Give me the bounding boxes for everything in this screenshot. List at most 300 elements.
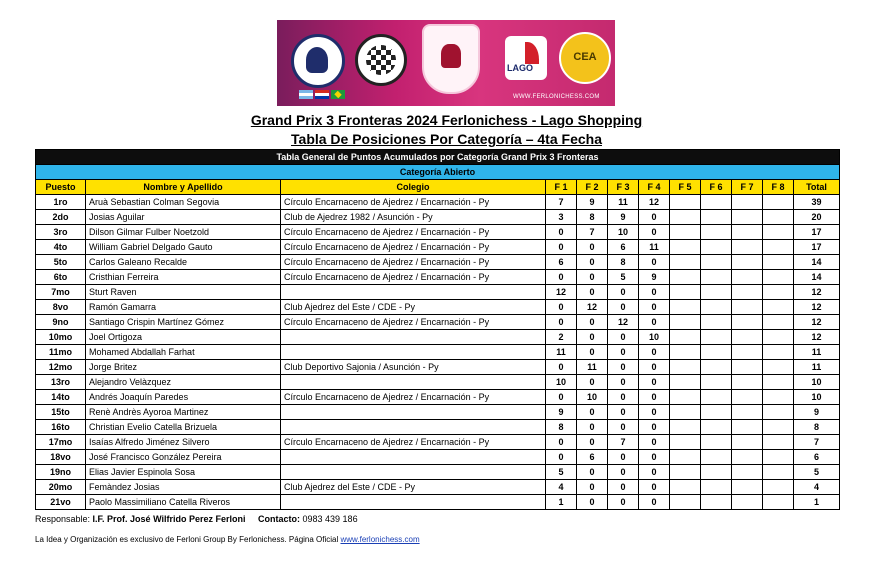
total-cell: 17 — [794, 225, 840, 240]
puesto-cell: 12mo — [36, 360, 86, 375]
fecha-cell — [670, 225, 701, 240]
puesto-cell: 3ro — [36, 225, 86, 240]
fecha-cell: 0 — [639, 210, 670, 225]
fecha-cell — [763, 405, 794, 420]
fecha-cell — [763, 315, 794, 330]
fecha-cell: 3 — [546, 210, 577, 225]
fecha-cell: 0 — [639, 300, 670, 315]
puesto-cell: 19no — [36, 465, 86, 480]
total-cell: 10 — [794, 390, 840, 405]
total-cell: 7 — [794, 435, 840, 450]
fecha-cell — [763, 225, 794, 240]
puesto-cell: 21vo — [36, 495, 86, 510]
fecha-cell: 0 — [608, 405, 639, 420]
fecha-cell — [732, 195, 763, 210]
puesto-cell: 6to — [36, 270, 86, 285]
fecha-cell: 9 — [577, 195, 608, 210]
total-cell: 8 — [794, 420, 840, 435]
fecha-cell — [732, 480, 763, 495]
puesto-cell: 13ro — [36, 375, 86, 390]
fecha-cell: 0 — [608, 375, 639, 390]
fecha-cell: 10 — [546, 375, 577, 390]
fecha-cell: 9 — [608, 210, 639, 225]
nombre-cell: Cristhian Ferreira — [86, 270, 281, 285]
fecha-cell — [732, 285, 763, 300]
total-cell: 14 — [794, 255, 840, 270]
fecha-cell — [701, 360, 732, 375]
total-cell: 12 — [794, 285, 840, 300]
fecha-cell: 0 — [639, 405, 670, 420]
fecha-cell: 6 — [608, 240, 639, 255]
fecha-cell: 7 — [546, 195, 577, 210]
fecha-cell: 0 — [577, 270, 608, 285]
puesto-cell: 17mo — [36, 435, 86, 450]
category-title: Categoría Abierto — [36, 165, 840, 180]
colegio-cell — [281, 345, 546, 360]
table-row — [36, 435, 840, 450]
fecha-cell: 0 — [639, 435, 670, 450]
puesto-cell: 11mo — [36, 345, 86, 360]
total-cell: 5 — [794, 465, 840, 480]
colegio-cell: Club de Ajedrez 1982 / Asunción - Py — [281, 210, 546, 225]
puesto-cell: 1ro — [36, 195, 86, 210]
column-header-row — [36, 180, 840, 195]
fecha-cell — [670, 480, 701, 495]
fecha-cell — [732, 345, 763, 360]
puesto-cell: 10mo — [36, 330, 86, 345]
table-row — [36, 465, 840, 480]
table-banner-title: Tabla General de Puntos Acumulados por Categoría Grand Prix 3 Fronteras — [36, 150, 840, 165]
fecha-cell — [701, 240, 732, 255]
fecha-cell: 0 — [608, 285, 639, 300]
idea-line — [35, 535, 420, 544]
fecha-cell: 0 — [577, 240, 608, 255]
fecha-cell — [763, 390, 794, 405]
fecha-cell: 8 — [546, 420, 577, 435]
fecha-cell — [701, 435, 732, 450]
fecha-cell — [732, 210, 763, 225]
fecha-cell — [732, 255, 763, 270]
table-row — [36, 390, 840, 405]
table-row — [36, 405, 840, 420]
fecha-cell — [763, 195, 794, 210]
chessboard-icon — [366, 45, 396, 75]
fecha-cell: 0 — [577, 435, 608, 450]
total-cell: 12 — [794, 300, 840, 315]
column-header: Colegio — [281, 180, 546, 195]
colegio-cell: Club Ajedrez del Este / CDE - Py — [281, 300, 546, 315]
fecha-cell — [732, 450, 763, 465]
fecha-cell — [732, 465, 763, 480]
colegio-cell: Círculo Encarnaceno de Ajedrez / Encarnación - Py — [281, 195, 546, 210]
fecha-cell: 0 — [639, 285, 670, 300]
fecha-cell: 11 — [546, 345, 577, 360]
column-header: Puesto — [36, 180, 86, 195]
column-header: F 8 — [763, 180, 794, 195]
fecha-cell — [670, 495, 701, 510]
fecha-cell: 0 — [546, 390, 577, 405]
fecha-cell: 0 — [577, 315, 608, 330]
fecha-cell: 0 — [577, 345, 608, 360]
fecha-cell: 0 — [608, 390, 639, 405]
fecha-cell: 12 — [577, 300, 608, 315]
colegio-cell — [281, 405, 546, 420]
table-row — [36, 480, 840, 495]
table-row — [36, 210, 840, 225]
nombre-cell: William Gabriel Delgado Gauto — [86, 240, 281, 255]
fecha-cell: 0 — [608, 465, 639, 480]
total-cell: 20 — [794, 210, 840, 225]
fecha-cell — [701, 390, 732, 405]
fecha-cell: 0 — [608, 480, 639, 495]
total-cell: 4 — [794, 480, 840, 495]
fecha-cell: 9 — [639, 270, 670, 285]
colegio-cell — [281, 450, 546, 465]
total-cell: 12 — [794, 330, 840, 345]
fecha-cell — [732, 315, 763, 330]
table-row — [36, 360, 840, 375]
fecha-cell: 0 — [546, 450, 577, 465]
fecha-cell — [732, 270, 763, 285]
nombre-cell: Ramón Gamarra — [86, 300, 281, 315]
puesto-cell: 20mo — [36, 480, 86, 495]
colegio-cell — [281, 330, 546, 345]
colegio-cell: Club Ajedrez del Este / CDE - Py — [281, 480, 546, 495]
fecha-cell — [732, 375, 763, 390]
fecha-cell: 0 — [639, 255, 670, 270]
sail-icon — [525, 42, 539, 64]
fecha-cell — [670, 420, 701, 435]
table-row — [36, 450, 840, 465]
fecha-cell: 2 — [546, 330, 577, 345]
fecha-cell: 10 — [608, 225, 639, 240]
fecha-cell: 0 — [577, 330, 608, 345]
fecha-cell: 0 — [546, 315, 577, 330]
fecha-cell — [701, 375, 732, 390]
table-row — [36, 240, 840, 255]
cea-logo-text: CEA — [573, 51, 597, 63]
nombre-cell: Femàndez Josias — [86, 480, 281, 495]
nombre-cell: Santiago Crispin Martínez Gómez — [86, 315, 281, 330]
fecha-cell: 11 — [639, 240, 670, 255]
column-header: Total — [794, 180, 840, 195]
fecha-cell: 8 — [577, 210, 608, 225]
fecha-cell — [732, 300, 763, 315]
fecha-cell: 5 — [608, 270, 639, 285]
fecha-cell — [670, 360, 701, 375]
column-header: F 6 — [701, 180, 732, 195]
colegio-cell: Círculo Encarnaceno de Ajedrez / Encarnación - Py — [281, 390, 546, 405]
table-row — [36, 330, 840, 345]
fecha-cell: 0 — [639, 315, 670, 330]
fecha-cell — [763, 420, 794, 435]
fecha-cell: 0 — [608, 330, 639, 345]
fecha-cell — [670, 330, 701, 345]
nombre-cell: Paolo Massimiliano Catella Riveros — [86, 495, 281, 510]
fecha-cell — [670, 315, 701, 330]
event-banner — [277, 20, 615, 106]
fecha-cell — [701, 255, 732, 270]
fecha-cell: 0 — [546, 360, 577, 375]
crown-icon — [441, 44, 461, 68]
lago-shopping-logo — [505, 36, 547, 80]
fecha-cell — [701, 345, 732, 360]
puesto-cell: 4to — [36, 240, 86, 255]
fecha-cell — [763, 375, 794, 390]
puesto-cell: 2do — [36, 210, 86, 225]
fecha-cell: 9 — [546, 405, 577, 420]
fecha-cell: 0 — [577, 465, 608, 480]
fecha-cell — [763, 360, 794, 375]
responsable-label: Responsable: — [35, 514, 93, 524]
colegio-cell: Círculo Encarnaceno de Ajedrez / Encarnación - Py — [281, 225, 546, 240]
fecha-cell — [670, 270, 701, 285]
fecha-cell — [763, 255, 794, 270]
fecha-cell: 0 — [577, 375, 608, 390]
brazil-flag-icon — [331, 90, 345, 99]
fecha-cell: 0 — [639, 225, 670, 240]
fecha-cell — [763, 270, 794, 285]
fecha-cell: 0 — [639, 390, 670, 405]
colegio-cell: Círculo Encarnaceno de Ajedrez / Encarnación - Py — [281, 255, 546, 270]
fecha-cell: 0 — [639, 360, 670, 375]
paraguay-flag-icon — [315, 90, 329, 99]
table-row — [36, 495, 840, 510]
fecha-cell: 5 — [546, 465, 577, 480]
colegio-cell — [281, 285, 546, 300]
chess-piece-icon — [306, 47, 328, 73]
fecha-cell: 12 — [608, 315, 639, 330]
fecha-cell — [763, 495, 794, 510]
fecha-cell: 0 — [546, 435, 577, 450]
column-header: F 4 — [639, 180, 670, 195]
fecha-cell — [701, 270, 732, 285]
fecha-cell: 0 — [639, 465, 670, 480]
lago-logo-text: LAGO — [507, 63, 533, 73]
fecha-cell — [670, 435, 701, 450]
puesto-cell: 7mo — [36, 285, 86, 300]
fecha-cell — [732, 495, 763, 510]
table-row — [36, 285, 840, 300]
nombre-cell: Josias Aguilar — [86, 210, 281, 225]
fecha-cell: 0 — [546, 225, 577, 240]
nombre-cell: Isaías Alfredo Jiménez Silvero — [86, 435, 281, 450]
fecha-cell: 0 — [608, 345, 639, 360]
fecha-cell: 1 — [546, 495, 577, 510]
fecha-cell — [670, 195, 701, 210]
fecha-cell: 0 — [577, 420, 608, 435]
column-header: F 1 — [546, 180, 577, 195]
fecha-cell: 0 — [608, 495, 639, 510]
fecha-cell — [670, 390, 701, 405]
fecha-cell — [670, 240, 701, 255]
fecha-cell — [701, 420, 732, 435]
total-cell: 14 — [794, 270, 840, 285]
puesto-cell: 15to — [36, 405, 86, 420]
fecha-cell — [670, 465, 701, 480]
total-cell: 17 — [794, 240, 840, 255]
fecha-cell — [763, 480, 794, 495]
fecha-cell: 0 — [608, 300, 639, 315]
fecha-cell: 0 — [577, 405, 608, 420]
fecha-cell — [701, 480, 732, 495]
fecha-cell: 11 — [577, 360, 608, 375]
total-cell: 9 — [794, 405, 840, 420]
fecha-cell: 0 — [608, 450, 639, 465]
fecha-cell: 0 — [639, 420, 670, 435]
fecha-cell — [701, 495, 732, 510]
fecha-cell — [670, 255, 701, 270]
fecha-cell — [732, 360, 763, 375]
fecha-cell — [763, 300, 794, 315]
fecha-cell — [701, 225, 732, 240]
fecha-cell — [670, 210, 701, 225]
fecha-cell: 6 — [577, 450, 608, 465]
nombre-cell: José Francisco González Pereira — [86, 450, 281, 465]
fecha-cell — [763, 465, 794, 480]
table-row — [36, 255, 840, 270]
cea-logo — [559, 32, 611, 84]
fecha-cell — [732, 390, 763, 405]
fecha-cell: 10 — [639, 330, 670, 345]
fecha-cell — [670, 450, 701, 465]
page-title: Grand Prix 3 Fronteras 2024 Ferlonichess - Lago Shopping — [250, 112, 643, 128]
fecha-cell — [763, 240, 794, 255]
nombre-cell: Joel Ortigoza — [86, 330, 281, 345]
country-flags — [299, 90, 345, 99]
colegio-cell — [281, 465, 546, 480]
nombre-cell: Aruà Sebastian Colman Segovia — [86, 195, 281, 210]
total-cell: 11 — [794, 345, 840, 360]
fecha-cell — [763, 345, 794, 360]
fecha-cell: 0 — [546, 270, 577, 285]
idea-text: La Idea y Organización es exclusivo de Ferloni Group By Ferlonichess. Página Oficial — [35, 535, 341, 544]
nombre-cell: Carlos Galeano Recalde — [86, 255, 281, 270]
fecha-cell — [701, 300, 732, 315]
fecha-cell: 7 — [577, 225, 608, 240]
puesto-cell: 16to — [36, 420, 86, 435]
fecha-cell: 12 — [546, 285, 577, 300]
fecha-cell: 0 — [639, 450, 670, 465]
total-cell: 11 — [794, 360, 840, 375]
nombre-cell: Mohamed Abdallah Farhat — [86, 345, 281, 360]
nombre-cell: Jorge Britez — [86, 360, 281, 375]
nombre-cell: Elias Javier Espinola Sosa — [86, 465, 281, 480]
fecha-cell — [732, 330, 763, 345]
fecha-cell — [701, 465, 732, 480]
fecha-cell: 11 — [608, 195, 639, 210]
table-row — [36, 225, 840, 240]
fecha-cell: 10 — [577, 390, 608, 405]
column-header: F 3 — [608, 180, 639, 195]
fecha-cell — [732, 420, 763, 435]
page-subtitle: Tabla De Posiciones Por Categoría – 4ta Fecha — [291, 131, 602, 147]
colegio-cell: Club Deportivo Sajonia / Asunción - Py — [281, 360, 546, 375]
fecha-cell: 0 — [608, 360, 639, 375]
total-cell: 12 — [794, 315, 840, 330]
banner-url: WWW.FERLONICHESS.COM — [513, 94, 600, 100]
argentina-flag-icon — [299, 90, 313, 99]
fecha-cell — [763, 450, 794, 465]
column-header: F 5 — [670, 180, 701, 195]
puesto-cell: 14to — [36, 390, 86, 405]
fecha-cell: 7 — [608, 435, 639, 450]
fecha-cell — [701, 330, 732, 345]
responsable-name: I.F. Prof. José Wilfrido Perez Ferloni — [92, 514, 246, 524]
fecha-cell — [763, 210, 794, 225]
colegio-cell: Círculo Encarnaceno de Ajedrez / Encarnación - Py — [281, 315, 546, 330]
grand-prix-logo — [422, 24, 480, 94]
responsable-line — [35, 514, 358, 524]
nombre-cell: Alejandro Velàzquez — [86, 375, 281, 390]
fecha-cell: 0 — [608, 420, 639, 435]
fecha-cell — [763, 435, 794, 450]
nombre-cell: Dilson Gilmar Fulber Noetzold — [86, 225, 281, 240]
total-cell: 1 — [794, 495, 840, 510]
standings-table — [35, 149, 840, 510]
column-header: F 7 — [732, 180, 763, 195]
table-row — [36, 420, 840, 435]
fecha-cell: 0 — [546, 300, 577, 315]
nombre-cell: Christian Evelio Catella Brizuela — [86, 420, 281, 435]
colegio-cell: Círculo Encarnaceno de Ajedrez / Encarnación - Py — [281, 240, 546, 255]
fecha-cell: 0 — [639, 495, 670, 510]
fecha-cell — [701, 285, 732, 300]
total-cell: 6 — [794, 450, 840, 465]
fecha-cell — [763, 330, 794, 345]
table-row — [36, 270, 840, 285]
fecha-cell — [701, 195, 732, 210]
puesto-cell: 18vo — [36, 450, 86, 465]
table-row — [36, 375, 840, 390]
table-row — [36, 195, 840, 210]
fecha-cell: 6 — [546, 255, 577, 270]
fecha-cell: 0 — [577, 495, 608, 510]
fecha-cell: 0 — [577, 255, 608, 270]
table-row — [36, 315, 840, 330]
fecha-cell: 0 — [639, 480, 670, 495]
fecha-cell — [701, 405, 732, 420]
fecha-cell — [763, 285, 794, 300]
fecha-cell — [732, 240, 763, 255]
puesto-cell: 8vo — [36, 300, 86, 315]
colegio-cell: Círculo Encarnaceno de Ajedrez / Encarnación - Py — [281, 270, 546, 285]
federation-logo — [291, 34, 345, 88]
colegio-cell: Círculo Encarnaceno de Ajedrez / Encarnación - Py — [281, 435, 546, 450]
colegio-cell — [281, 495, 546, 510]
fecha-cell — [732, 405, 763, 420]
fecha-cell — [670, 375, 701, 390]
total-cell: 39 — [794, 195, 840, 210]
fecha-cell — [701, 450, 732, 465]
fecha-cell — [670, 345, 701, 360]
contact-label: Contacto: — [258, 514, 303, 524]
nombre-cell: Andrés Joaquín Paredes — [86, 390, 281, 405]
fecha-cell — [670, 405, 701, 420]
contact-phone: 0983 439 186 — [302, 514, 358, 524]
column-header: F 2 — [577, 180, 608, 195]
fecha-cell: 0 — [546, 240, 577, 255]
column-header: Nombre y Apellido — [86, 180, 281, 195]
puesto-cell: 9no — [36, 315, 86, 330]
nombre-cell: Renè Andrès Ayoroa Martinez — [86, 405, 281, 420]
fecha-cell — [701, 210, 732, 225]
fecha-cell — [670, 285, 701, 300]
fecha-cell: 12 — [639, 195, 670, 210]
fecha-cell: 8 — [608, 255, 639, 270]
fecha-cell — [732, 225, 763, 240]
official-site-link[interactable]: www.ferlonichess.com — [340, 535, 420, 544]
